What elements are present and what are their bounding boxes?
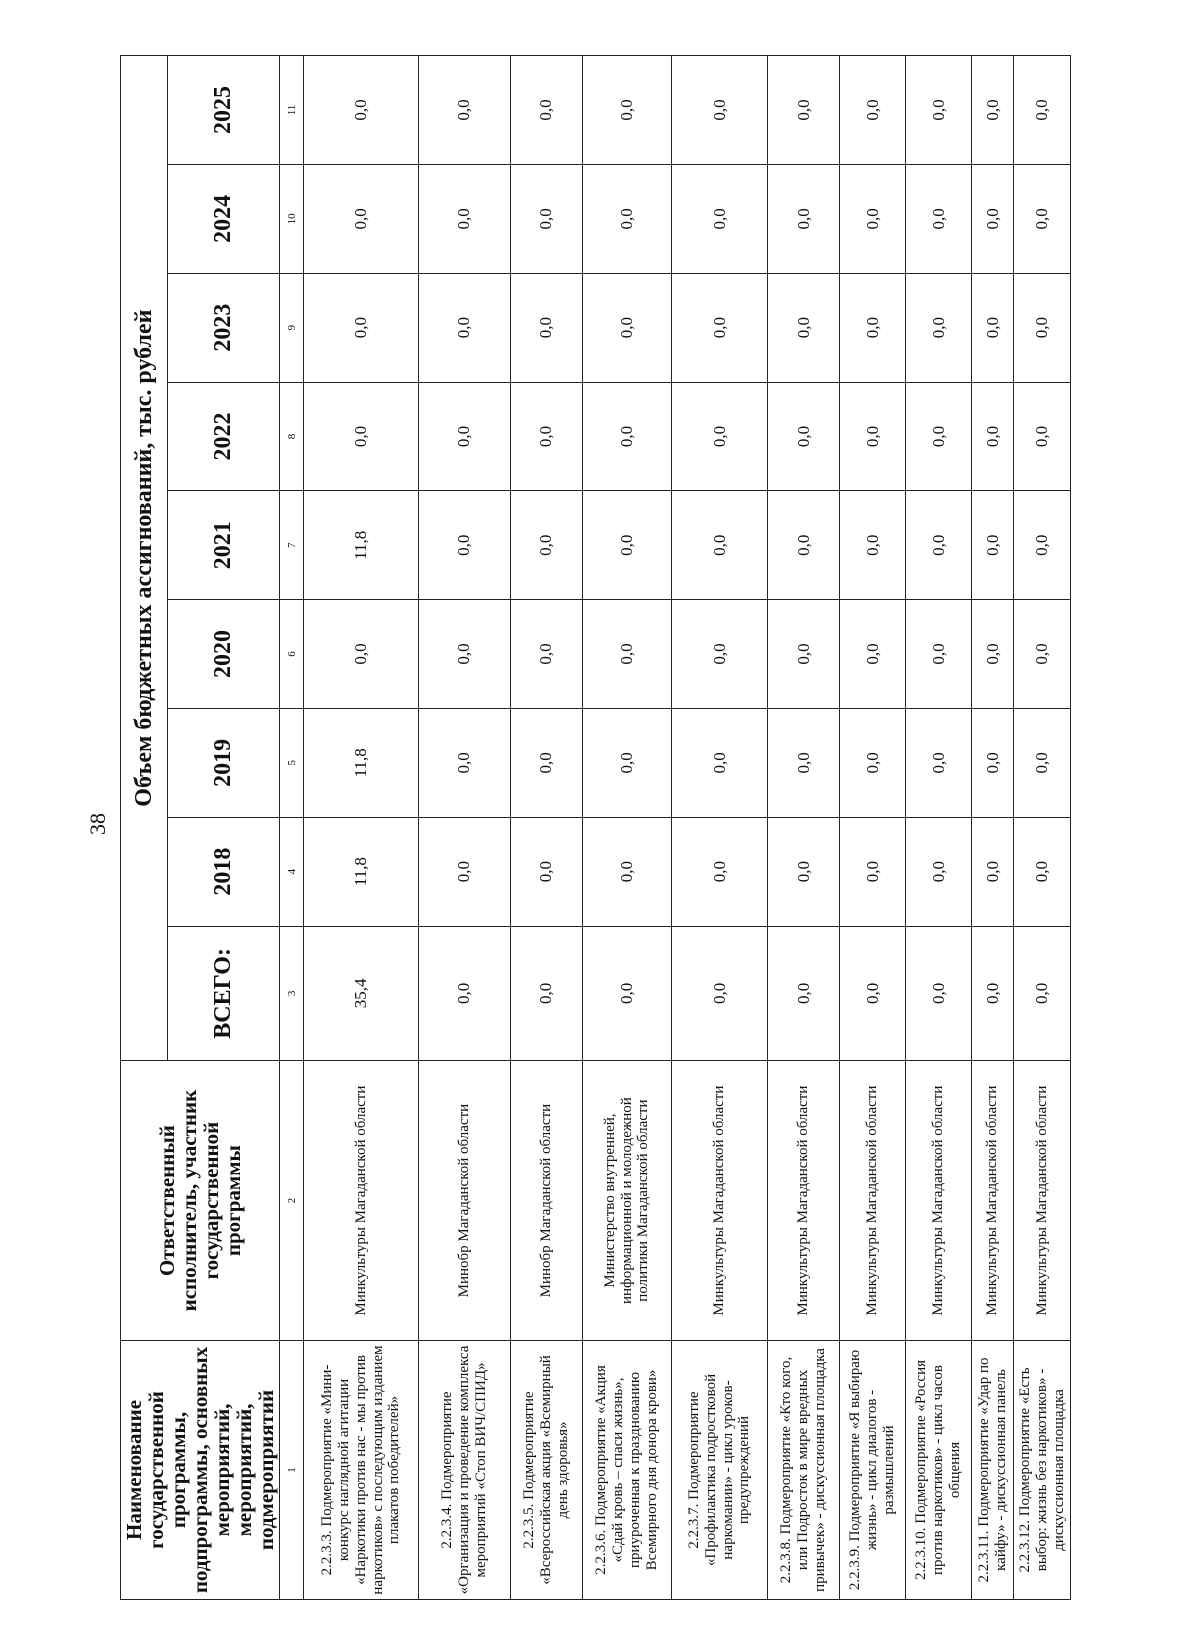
column-number: 3 — [280, 926, 304, 1061]
year-value: 0,0 — [419, 817, 510, 926]
table-row — [582, 56, 671, 1600]
total-value: 0,0 — [510, 926, 582, 1061]
total-value: 0,0 — [672, 926, 768, 1061]
activity-name: 2.2.3.8. Подмероприятие «Кто кого, или Подросток в мире вредных привычек» - дискуссионная площадка — [767, 1340, 839, 1599]
table-row — [419, 56, 510, 1600]
year-value: 0,0 — [840, 491, 906, 600]
column-number: 5 — [280, 708, 304, 817]
year-value: 0,0 — [1014, 273, 1071, 382]
year-value: 0,0 — [1014, 600, 1071, 709]
year-value: 0,0 — [672, 273, 768, 382]
year-value: 0,0 — [672, 56, 768, 165]
responsible-executor: Минкультуры Магаданской области — [840, 1061, 906, 1341]
col-header-year: 2022 — [168, 382, 280, 491]
year-value: 0,0 — [971, 382, 1014, 491]
year-value: 0,0 — [510, 56, 582, 165]
column-number: 1 — [280, 1340, 304, 1599]
year-value: 0,0 — [906, 491, 972, 600]
year-value: 0,0 — [419, 56, 510, 165]
activity-name: 2.2.3.4. Подмероприятие «Организация и проведение комплекса мероприятий «Стоп ВИЧ/СПИД» — [419, 1340, 510, 1599]
column-number: 10 — [280, 164, 304, 273]
col-header-year: 2023 — [168, 273, 280, 382]
budget-group-header: Объем бюджетных ассигнований, тыс. рублей — [121, 56, 168, 1061]
year-value: 0,0 — [906, 600, 972, 709]
column-number: 6 — [280, 600, 304, 709]
year-value: 0,0 — [767, 600, 839, 709]
responsible-executor: Минобр Магаданской области — [419, 1061, 510, 1341]
total-value: 0,0 — [1014, 926, 1071, 1061]
col-header-year: 2020 — [168, 600, 280, 709]
year-value: 0,0 — [304, 600, 419, 709]
year-value: 0,0 — [1014, 817, 1071, 926]
total-value: 0,0 — [971, 926, 1014, 1061]
year-value: 0,0 — [1014, 164, 1071, 273]
table-row — [906, 56, 972, 1600]
year-value: 0,0 — [419, 164, 510, 273]
table-row — [840, 56, 906, 1600]
year-value: 0,0 — [1014, 382, 1071, 491]
year-value: 0,0 — [419, 708, 510, 817]
year-value: 0,0 — [906, 164, 972, 273]
responsible-executor: Минкультуры Магаданской области — [672, 1061, 768, 1341]
year-value: 0,0 — [767, 382, 839, 491]
year-value: 0,0 — [971, 600, 1014, 709]
activity-name: 2.2.3.5. Подмероприятие «Всероссийская акция «Всемирный день здоровья» — [510, 1340, 582, 1599]
year-value: 0,0 — [840, 164, 906, 273]
column-number-row — [280, 56, 304, 1600]
year-value: 0,0 — [971, 708, 1014, 817]
year-value: 0,0 — [767, 491, 839, 600]
year-value: 0,0 — [767, 273, 839, 382]
responsible-executor: Министерство внутренней, информационной и молодежной политики Магаданской области — [582, 1061, 671, 1341]
year-value: 0,0 — [419, 382, 510, 491]
col-header-responsible: Ответственный исполнитель, участник государственной программы — [121, 1061, 280, 1341]
table-row — [304, 56, 419, 1600]
year-value: 0,0 — [840, 273, 906, 382]
year-value: 0,0 — [582, 600, 671, 709]
year-value: 0,0 — [419, 600, 510, 709]
year-value: 0,0 — [510, 708, 582, 817]
column-number: 4 — [280, 817, 304, 926]
year-value: 0,0 — [767, 164, 839, 273]
year-value: 0,0 — [510, 273, 582, 382]
year-value: 0,0 — [304, 56, 419, 165]
year-value: 0,0 — [672, 491, 768, 600]
year-value: 0,0 — [767, 817, 839, 926]
year-value: 0,0 — [582, 273, 671, 382]
year-value: 0,0 — [906, 382, 972, 491]
activity-name: 2.2.3.3. Подмероприятие «Мини-конкурс наглядной агитации «Наркотики против нас - мы против наркотиков» с последующим изданием плакатов победителей» — [304, 1340, 419, 1599]
col-header-year: 2019 — [168, 708, 280, 817]
activity-name: 2.2.3.7. Подмероприятие «Профилактика подростковой наркомании» - цикл уроков-предупреждений — [672, 1340, 768, 1599]
column-number: 11 — [280, 56, 304, 165]
col-header-total: ВСЕГО: — [168, 926, 280, 1061]
year-value: 0,0 — [1014, 491, 1071, 600]
year-value: 0,0 — [840, 708, 906, 817]
year-value: 0,0 — [971, 164, 1014, 273]
page-number: 38 — [85, 813, 110, 835]
column-number: 7 — [280, 491, 304, 600]
responsible-executor: Минобр Магаданской области — [510, 1061, 582, 1341]
year-value: 0,0 — [906, 817, 972, 926]
budget-table — [120, 55, 1071, 1600]
year-value: 11,8 — [304, 708, 419, 817]
year-value: 0,0 — [971, 817, 1014, 926]
year-value: 0,0 — [672, 382, 768, 491]
year-value: 11,8 — [304, 491, 419, 600]
col-header-year: 2021 — [168, 491, 280, 600]
year-value: 0,0 — [582, 56, 671, 165]
year-value: 0,0 — [582, 708, 671, 817]
year-value: 0,0 — [840, 817, 906, 926]
rotated-page — [120, 55, 1067, 1600]
year-value: 0,0 — [510, 600, 582, 709]
responsible-executor: Минкультуры Магаданской области — [1014, 1061, 1071, 1341]
activity-name: 2.2.3.10. Подмероприятие «Россия против наркотиков» - цикл часов общения — [906, 1340, 972, 1599]
year-value: 0,0 — [672, 164, 768, 273]
year-value: 0,0 — [906, 273, 972, 382]
table-row — [971, 56, 1014, 1600]
year-value: 0,0 — [767, 708, 839, 817]
year-value: 0,0 — [304, 164, 419, 273]
year-value: 0,0 — [304, 382, 419, 491]
responsible-executor: Минкультуры Магаданской области — [971, 1061, 1014, 1341]
total-value: 0,0 — [767, 926, 839, 1061]
total-value: 0,0 — [419, 926, 510, 1061]
year-value: 0,0 — [582, 164, 671, 273]
activity-name: 2.2.3.11. Подмероприятие «Удар по кайфу» - дискуссионная панель — [971, 1340, 1014, 1599]
total-value: 0,0 — [582, 926, 671, 1061]
year-value: 0,0 — [582, 817, 671, 926]
responsible-executor: Минкультуры Магаданской области — [304, 1061, 419, 1341]
year-value: 11,8 — [304, 817, 419, 926]
year-value: 0,0 — [767, 56, 839, 165]
year-value: 0,0 — [840, 56, 906, 165]
activity-name: 2.2.3.6. Подмероприятие «Акция «Сдай кровь – спаси жизнь», приуроченная к празднованию Всемирного дня донора крови» — [582, 1340, 671, 1599]
year-value: 0,0 — [840, 600, 906, 709]
col-header-year: 2025 — [168, 56, 280, 165]
budget-table-body — [304, 56, 1071, 1600]
table-row — [510, 56, 582, 1600]
year-value: 0,0 — [510, 164, 582, 273]
total-value: 35,4 — [304, 926, 419, 1061]
year-value: 0,0 — [582, 491, 671, 600]
year-value: 0,0 — [672, 817, 768, 926]
year-value: 0,0 — [971, 491, 1014, 600]
col-header-name: Наименование государственной программы, подпрограммы, основных мероприятий, мероприятий, подмероприятий — [121, 1340, 280, 1599]
year-value: 0,0 — [906, 56, 972, 165]
column-number: 8 — [280, 382, 304, 491]
col-header-year: 2018 — [168, 817, 280, 926]
year-value: 0,0 — [906, 708, 972, 817]
activity-name: 2.2.3.9. Подмероприятие «Я выбираю жизнь» - цикл диалогов - размышлений — [840, 1340, 906, 1599]
year-value: 0,0 — [419, 491, 510, 600]
total-value: 0,0 — [906, 926, 972, 1061]
year-value: 0,0 — [419, 273, 510, 382]
responsible-executor: Минкультуры Магаданской области — [767, 1061, 839, 1341]
year-value: 0,0 — [971, 56, 1014, 165]
col-header-year: 2024 — [168, 164, 280, 273]
year-value: 0,0 — [304, 273, 419, 382]
table-row — [1014, 56, 1071, 1600]
column-number: 9 — [280, 273, 304, 382]
year-value: 0,0 — [510, 382, 582, 491]
activity-name: 2.2.3.12. Подмероприятие «Есть выбор: жизнь без наркотиков» - дискуссионная площадка — [1014, 1340, 1071, 1599]
year-value: 0,0 — [840, 382, 906, 491]
year-value: 0,0 — [1014, 708, 1071, 817]
year-value: 0,0 — [510, 491, 582, 600]
column-number: 2 — [280, 1061, 304, 1341]
table-row — [767, 56, 839, 1600]
total-value: 0,0 — [840, 926, 906, 1061]
year-value: 0,0 — [672, 708, 768, 817]
year-value: 0,0 — [510, 817, 582, 926]
year-value: 0,0 — [1014, 56, 1071, 165]
responsible-executor: Минкультуры Магаданской области — [906, 1061, 972, 1341]
table-row — [672, 56, 768, 1600]
year-value: 0,0 — [971, 273, 1014, 382]
year-value: 0,0 — [672, 600, 768, 709]
year-value: 0,0 — [582, 382, 671, 491]
